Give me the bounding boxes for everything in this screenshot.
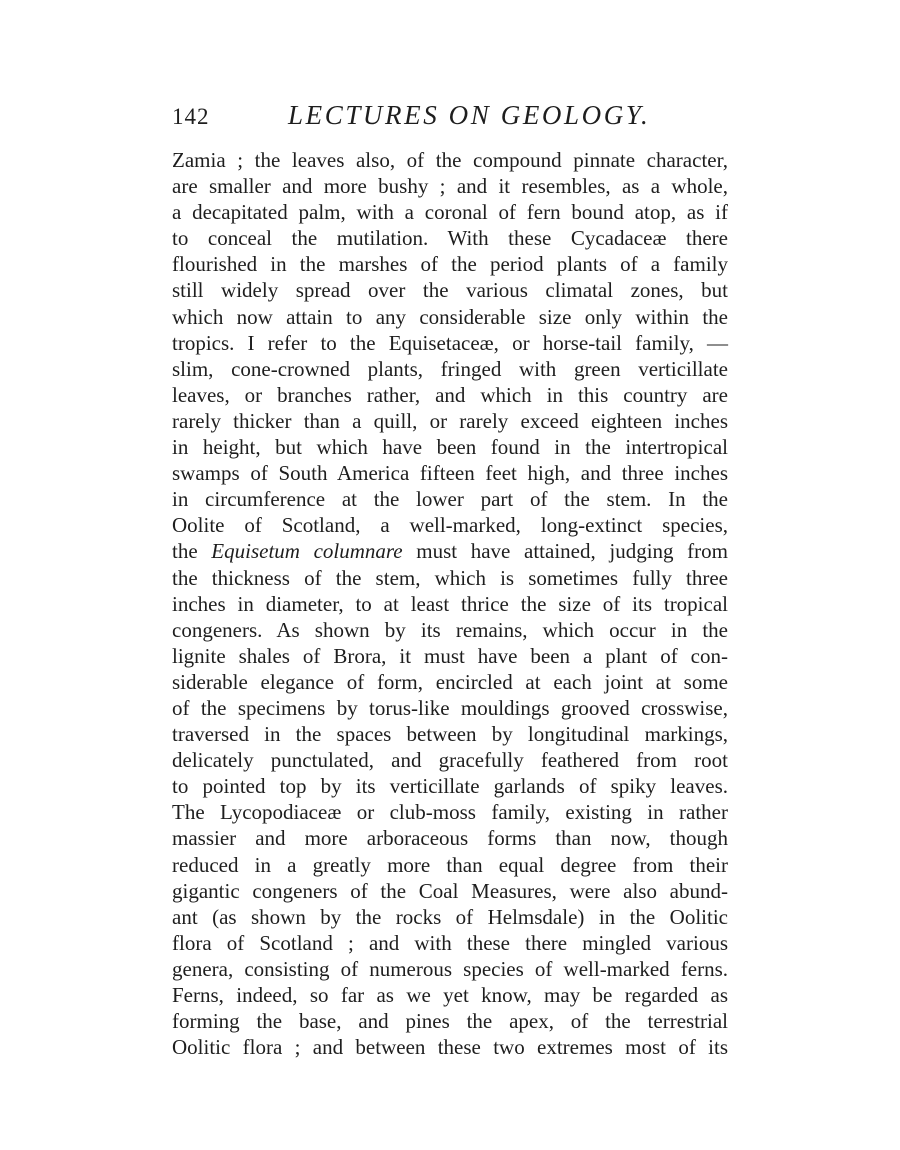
text-line: to pointed top by its verticillate garlands of spiky leaves. xyxy=(172,774,728,799)
text-line: The Lycopodiaceæ or club-moss family, existing in rather xyxy=(172,800,728,825)
text-line: gigantic congeners of the Coal Measures, were also abund- xyxy=(172,878,728,903)
text-line: of the specimens by torus-like mouldings grooved crosswise, xyxy=(172,695,728,720)
species-name: Equisetum columnare xyxy=(211,539,403,564)
text-line: still widely spread over the various climatal zones, but xyxy=(172,278,728,303)
text-line: to conceal the mutilation. With these Cycadaceæ there xyxy=(172,226,728,251)
text-line: slim, cone-crowned plants, fringed with green verticillate xyxy=(172,356,728,381)
text-line: Oolite of Scotland, a well-marked, long-extinct species, xyxy=(172,513,728,538)
text-line: reduced in a greatly more than equal degree from their xyxy=(172,852,728,877)
text-line: Oolitic flora ; and between these two extremes most of its xyxy=(172,1035,728,1060)
text-line: traversed in the spaces between by longitudinal markings, xyxy=(172,722,728,747)
text-line: are smaller and more bushy ; and it resembles, as a whole, xyxy=(172,174,728,199)
text-line: Zamia ; the leaves also, of the compound pinnate character, xyxy=(172,148,728,172)
text-line: flora of Scotland ; and with these there mingled various xyxy=(172,930,728,955)
text-line: a decapitated palm, with a coronal of fern bound atop, as if xyxy=(172,200,728,225)
text-line: which now attain to any considerable size only within the xyxy=(172,304,728,329)
text-line: the thickness of the stem, which is sometimes fully three xyxy=(172,565,728,590)
running-head xyxy=(172,100,732,134)
text-line: delicately punctulated, and gracefully feathered from root xyxy=(172,748,728,773)
text-line: in height, but which have been found in the intertropical xyxy=(172,435,728,460)
text-line: ant (as shown by the rocks of Helmsdale) in the Oolitic xyxy=(172,904,728,929)
text-line: massier and more arboraceous forms than now, though xyxy=(172,826,728,851)
text-line: congeners. As shown by its remains, which occur in the xyxy=(172,617,728,642)
text-line: leaves, or branches rather, and which in this country are xyxy=(172,382,728,407)
text-line: flourished in the marshes of the period plants of a family xyxy=(172,252,728,277)
text-line: genera, consisting of numerous species of well-marked ferns. xyxy=(172,956,728,981)
text-line: Ferns, indeed, so far as we yet know, may be regarded as xyxy=(172,983,728,1007)
text-line: inches in diameter, to at least thrice the size of its tropical xyxy=(172,591,728,616)
line-suffix: must have attained, judging from xyxy=(416,539,728,564)
text-line: swamps of South America fifteen feet high, and three inches xyxy=(172,461,728,486)
text-line: forming the base, and pines the apex, of the terrestrial xyxy=(172,1009,728,1034)
text-line: tropics. I refer to the Equisetaceæ, or horse-tail family, — xyxy=(172,330,728,355)
text-line: in circumference at the lower part of the stem. In the xyxy=(172,487,728,512)
line-prefix: the xyxy=(172,539,198,564)
text-line: lignite shales of Brora, it must have been a plant of con- xyxy=(172,643,728,668)
text-line: siderable elegance of form, encircled at each joint at some xyxy=(172,669,728,694)
body-text xyxy=(172,147,728,1060)
running-title: LECTURES ON GEOLOGY. xyxy=(288,100,651,130)
text-line-with-species-name xyxy=(172,538,728,564)
text-line: rarely thicker than a quill, or rarely exceed eighteen inches xyxy=(172,408,728,433)
page-number: 142 xyxy=(172,104,210,129)
